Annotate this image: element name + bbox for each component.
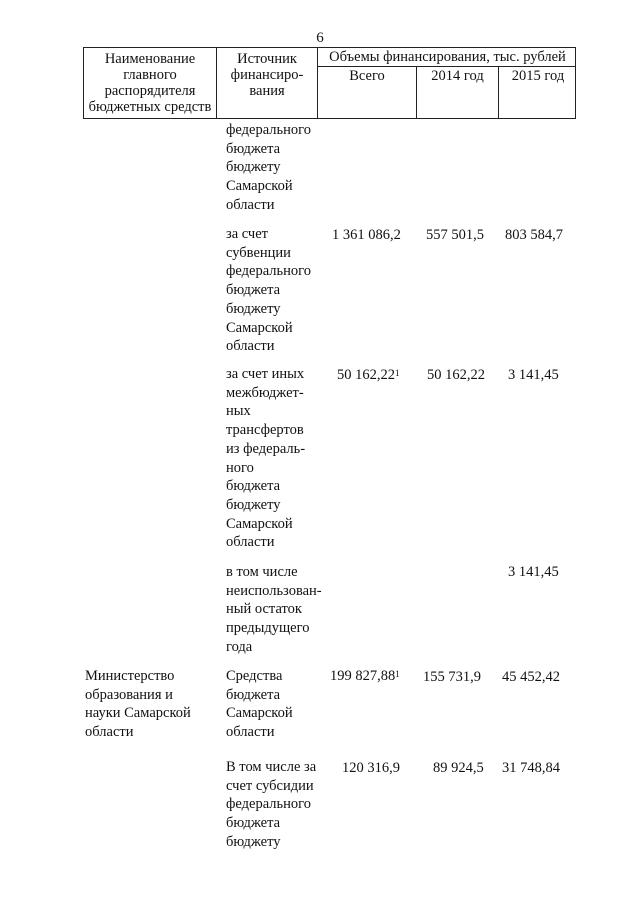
row-2014: 155 731,9: [423, 669, 481, 685]
row-source: В том числе за счет субсидии федерального бюджета бюджету: [226, 759, 317, 850]
table-header: [83, 47, 576, 119]
header-divider: [317, 66, 575, 67]
header-col-name: Наименование главного распорядителя бюджетных средств: [88, 51, 212, 115]
row-2014: 50 162,22: [427, 367, 485, 383]
row-2015: 3 141,45: [508, 367, 559, 383]
row-2015: 31 748,84: [502, 760, 560, 776]
row-name: Министерство образования и науки Самарской области: [85, 668, 191, 741]
row-total: 50 162,22$^1$: [337, 367, 400, 383]
row-total: 1 361 086,2: [332, 227, 401, 243]
row-2014: 557 501,5: [426, 227, 484, 243]
page-number: 6: [316, 30, 324, 46]
row-source: в том числе неиспользован- ный остаток предыдущего года: [226, 564, 322, 655]
row-source: федерального бюджета бюджету Самарской области: [226, 122, 311, 213]
footnote-mark: 1: [395, 368, 400, 378]
row-2015: 3 141,45: [508, 564, 559, 580]
row-2015: 803 584,7: [505, 227, 563, 243]
header-group-funding: Объемы финансирования, тыс. рублей: [329, 49, 566, 65]
header-col-total: Всего: [349, 68, 385, 84]
header-col-2015: 2015 год: [511, 68, 565, 84]
row-total: 199 827,88$^1$: [330, 668, 400, 684]
row-source: Средства бюджета Самарской области: [226, 668, 293, 741]
footnote-mark: 1: [395, 669, 400, 679]
header-col-source: Источник финансиро- вания: [230, 51, 304, 99]
row-total: 120 316,9: [342, 760, 400, 776]
row-source: за счет субвенции федерального бюджета бюджету Самарской области: [226, 226, 311, 355]
row-2014: 89 924,5: [433, 760, 484, 776]
row-2015: 45 452,42: [502, 669, 560, 685]
header-col-2014: 2014 год: [431, 68, 484, 84]
row-source: за счет иных межбюджет- ных трансфертов из федераль- ного бюджета бюджету Самарской области: [226, 366, 306, 551]
